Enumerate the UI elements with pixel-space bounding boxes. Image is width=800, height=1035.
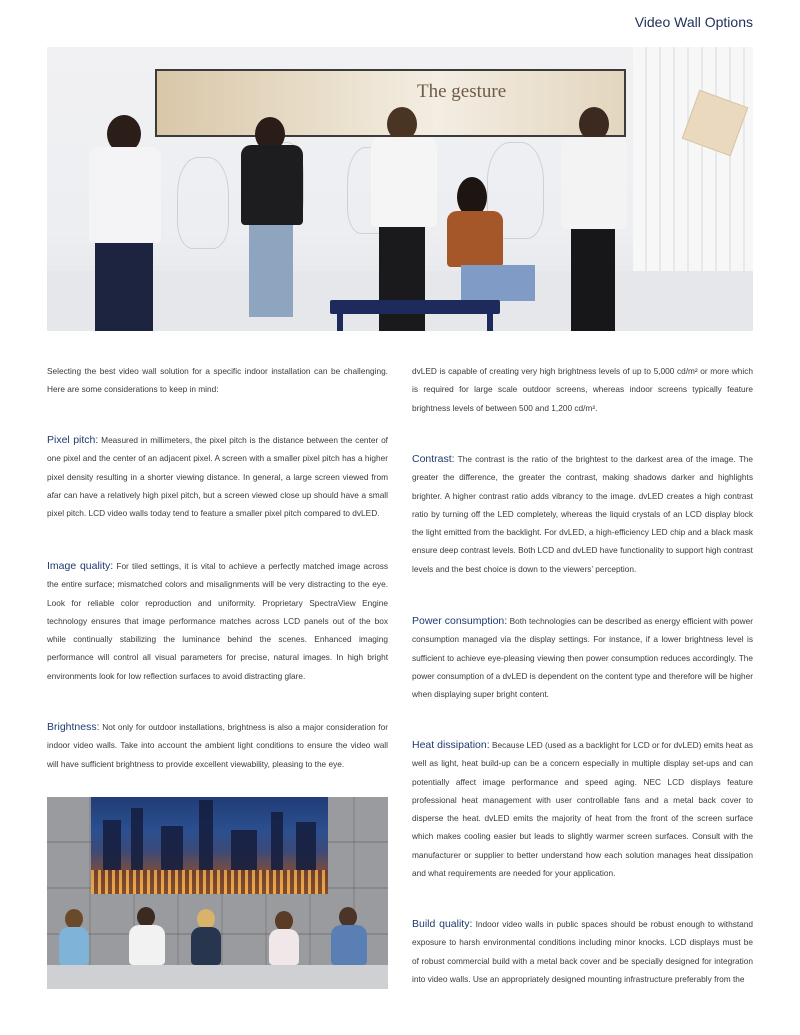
hero-person [239,117,309,331]
lounge-person [57,909,91,989]
hero-person [85,115,175,331]
paragraph-body: Measured in millimeters, the pixel pitch is the distance between the center of one pixel and the center of an adjacent pixel. A screen with a smaller pixel pitch has a higher pixel density resulting in a shorter viewing distance. In general, a large screen viewed from afar can have a relatively high pixel pitch, but a screen viewed close up should have a small pixel pitch. LCD video walls today tend to feature a smaller pixel pitch compared to dvLED. [47,435,388,519]
lounge-person [189,909,223,989]
paragraph-body: dvLED is capable of creating very high brightness levels of up to 5,000 cd/m² or more which is required for large scale outdoor screens, whereas indoor screens typically feature brightness levels of between 500 and 1,200 cd/m². [412,366,753,413]
image-quality-paragraph [47,557,388,685]
lounge-person [127,907,167,989]
pixel-pitch-heading: Pixel pitch: [47,434,99,446]
lounge-photo [47,797,388,989]
lounge-person [329,907,369,989]
paragraph-body: For tiled settings, it is vital to achieve a perfectly matched image across the entire surface; mismatched colors and misalignments will be very distracting to the eye. Look for reliable color reproduction and uniformity. Proprietary SpectraView Engine technology ensures that image performance matches across LCD panels out of the box while continually stabilizing the luminance behind the scenes. Enhanced imaging performance will control all visual parameters for precise, natural images. In high bright environments look for low reflection surfaces to avoid distracting glare. [47,561,388,681]
image-quality-heading: Image quality: [47,560,114,572]
hero-person [557,107,637,331]
paragraph-body: The contrast is the ratio of the brightest to the darkest area of the image. The greater the difference, the greater the contrast, making shadows darker and highlights brighter. A higher contrast ratio adds vibrancy to the image. dvLED creates a high contrast ratio by turning off the LED completely, whereas the liquid crystals of an LCD display block the light emitted from the backlight. For dvLED, a high-efficiency LED chip and a black mask ensure deep contrast levels. Both LCD and dvLED have functionality to support high contrast levels and the best choice is down to the viewers’ perception. [412,454,753,574]
hero-person [367,107,447,331]
paragraph-body: Indoor video walls in public spaces should be robust enough to withstand exposure to harsh environmental conditions including minor knocks. LCD displays must be of robust commercial build with a metal back cover and be specially designed for integration into video walls. Use an appropriately designed mounting infrastructure preferably from the [412,919,753,984]
paragraph-body: Because LED (used as a backlight for LCD or for dvLED) emits heat as well as light, heat build-up can be a concern especially in multiple display set-ups and can potentially affect image performance and speed aging. NEC LCD displays feature professional heat management with user controllable fans and a metal back cover to disperse the heat. dvLED emits the majority of heat from the front of the screen surface which makes cooling easier but leads to slightly warmer screen surfaces. Consult with the manufacturer or supplier to better understand how each solution manages heat dissipation and what requirements are needed for your application. [412,740,753,879]
paragraph-body: Not only for outdoor installations, brightness is also a major consideration for indoor video walls. Take into account the ambient light conditions to ensure the video wall will have sufficient brightness to provide excellent viewability, pleasing to the eye. [47,722,388,769]
hero-bench [330,300,500,314]
hero-bench-leg [337,314,343,331]
power-consumption-paragraph [412,612,753,703]
power-consumption-heading: Power consumption: [412,615,508,627]
hero-bench-leg [487,314,493,331]
page-title: Video Wall Options [634,14,753,30]
heat-dissipation-heading: Heat dissipation: [412,739,490,751]
hero-photo [47,47,753,331]
paragraph-body: Both technologies can be described as energy efficient with power consumption managed via the display settings. For instance, if a lower brightness level is sufficient to achieve eye-pleasing viewing then power consumption reduces accordingly. The power consumption of a dvLED is dependent on the content type and therefore will be higher when displaying super bright content. [412,616,754,700]
hero-screen-text: The gesture [417,81,507,102]
contrast-paragraph [412,450,753,578]
brightness-paragraph [47,718,388,773]
build-quality-paragraph [412,915,753,988]
dvled-brightness-paragraph [412,362,753,417]
brightness-heading: Brightness: [47,721,100,733]
intro-paragraph [47,362,388,399]
pixel-pitch-paragraph [47,431,388,522]
lounge-person [267,911,301,989]
build-quality-heading: Build quality: [412,918,473,930]
paragraph-body: Selecting the best video wall solution for a specific indoor installation can be challenging. Here are some considerations to keep in mind: [47,366,388,395]
city-skyline-video-wall [91,797,328,894]
heat-dissipation-paragraph [412,736,753,882]
hero-sketch [177,157,229,249]
contrast-heading: Contrast: [412,453,455,465]
